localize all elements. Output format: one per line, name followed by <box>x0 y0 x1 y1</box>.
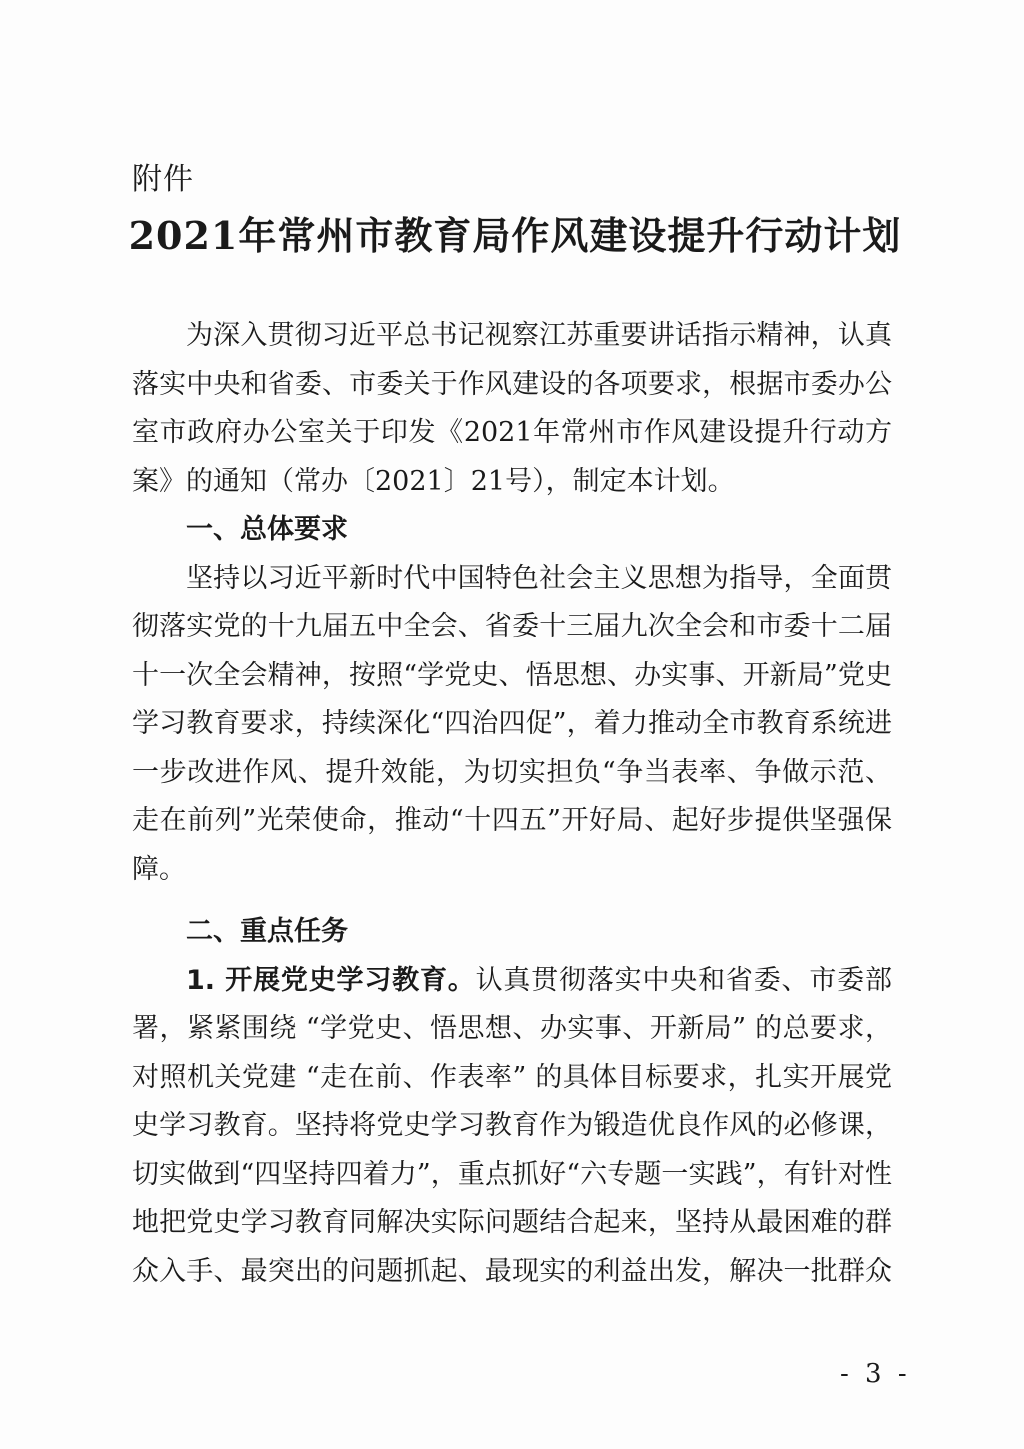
paragraph-line: 学习教育要求，持续深化“四治四促”，着力推动全市教育系统进 <box>132 708 892 739</box>
task-item-title: 1. 开展党史学习教育。 <box>186 964 476 996</box>
paragraph-line: 对照机关党建 “走在前、作表率” 的具体目标要求，扎实开展党 <box>132 1061 892 1093</box>
document-title: 2021年常州市教育局作风建设提升行动计划 <box>128 213 902 258</box>
paragraph-line: 障。 <box>132 853 186 885</box>
paragraph-line: 众入手、最突出的问题抓起、最现实的利益出发，解决一批群众 <box>132 1255 892 1287</box>
paragraph-line: 坚持以习近平新时代中国特色社会主义思想为指导，全面贯 <box>186 562 892 594</box>
paragraph-line: 案》的通知（常办〔2021〕21号），制定本计划。 <box>132 465 735 497</box>
document-body <box>132 312 892 1296</box>
intro-paragraph <box>132 312 892 506</box>
paragraph-line: 为深入贯彻习近平总书记视察江苏重要讲话指示精神，认真 <box>186 320 892 351</box>
section-heading-key-tasks: 二、重点任务 <box>186 916 348 947</box>
paragraph-line: 一步改进作风、提升效能，为切实担负“争当表率、争做示范、 <box>132 756 892 788</box>
general-requirements-paragraph <box>132 555 892 895</box>
paragraph-line: 署，紧紧围绕 “学党史、悟思想、办实事、开新局” 的总要求， <box>132 1013 892 1044</box>
section-heading-general-requirements: 一、总体要求 <box>186 514 348 545</box>
paragraph-line: 切实做到“四坚持四着力”，重点抓好“六专题一实践”，有针对性 <box>132 1158 892 1190</box>
paragraph-line: 十一次全会精神，按照“学党史、悟思想、办实事、开新局”党史 <box>132 659 892 691</box>
paragraph-line: 走在前列”光荣使命，推动“十四五”开好局、起好步提供坚强保 <box>132 805 892 836</box>
key-task-item-1 <box>132 957 892 1297</box>
page-number: - 3 - <box>840 1359 911 1389</box>
paragraph-line: 彻落实党的十九届五中全会、省委十三届九次全会和市委十二届 <box>132 611 892 642</box>
paragraph-line: 史学习教育。坚持将党史学习教育作为锻造优良作风的必修课， <box>132 1110 892 1141</box>
paragraph-line: 室市政府办公室关于印发《2021年常州市作风建设提升行动方 <box>132 417 892 448</box>
task-item-text: 认真贯彻落实中央和省委、市委部 <box>475 964 892 996</box>
attachment-label: 附件 <box>132 162 194 197</box>
paragraph-line: 地把党史学习教育同解决实际问题结合起来，坚持从最困难的群 <box>132 1207 892 1238</box>
paragraph-line <box>132 957 892 1006</box>
section-spacer <box>132 894 892 908</box>
paragraph-line: 落实中央和省委、市委关于作风建设的各项要求，根据市委办公 <box>132 368 892 400</box>
